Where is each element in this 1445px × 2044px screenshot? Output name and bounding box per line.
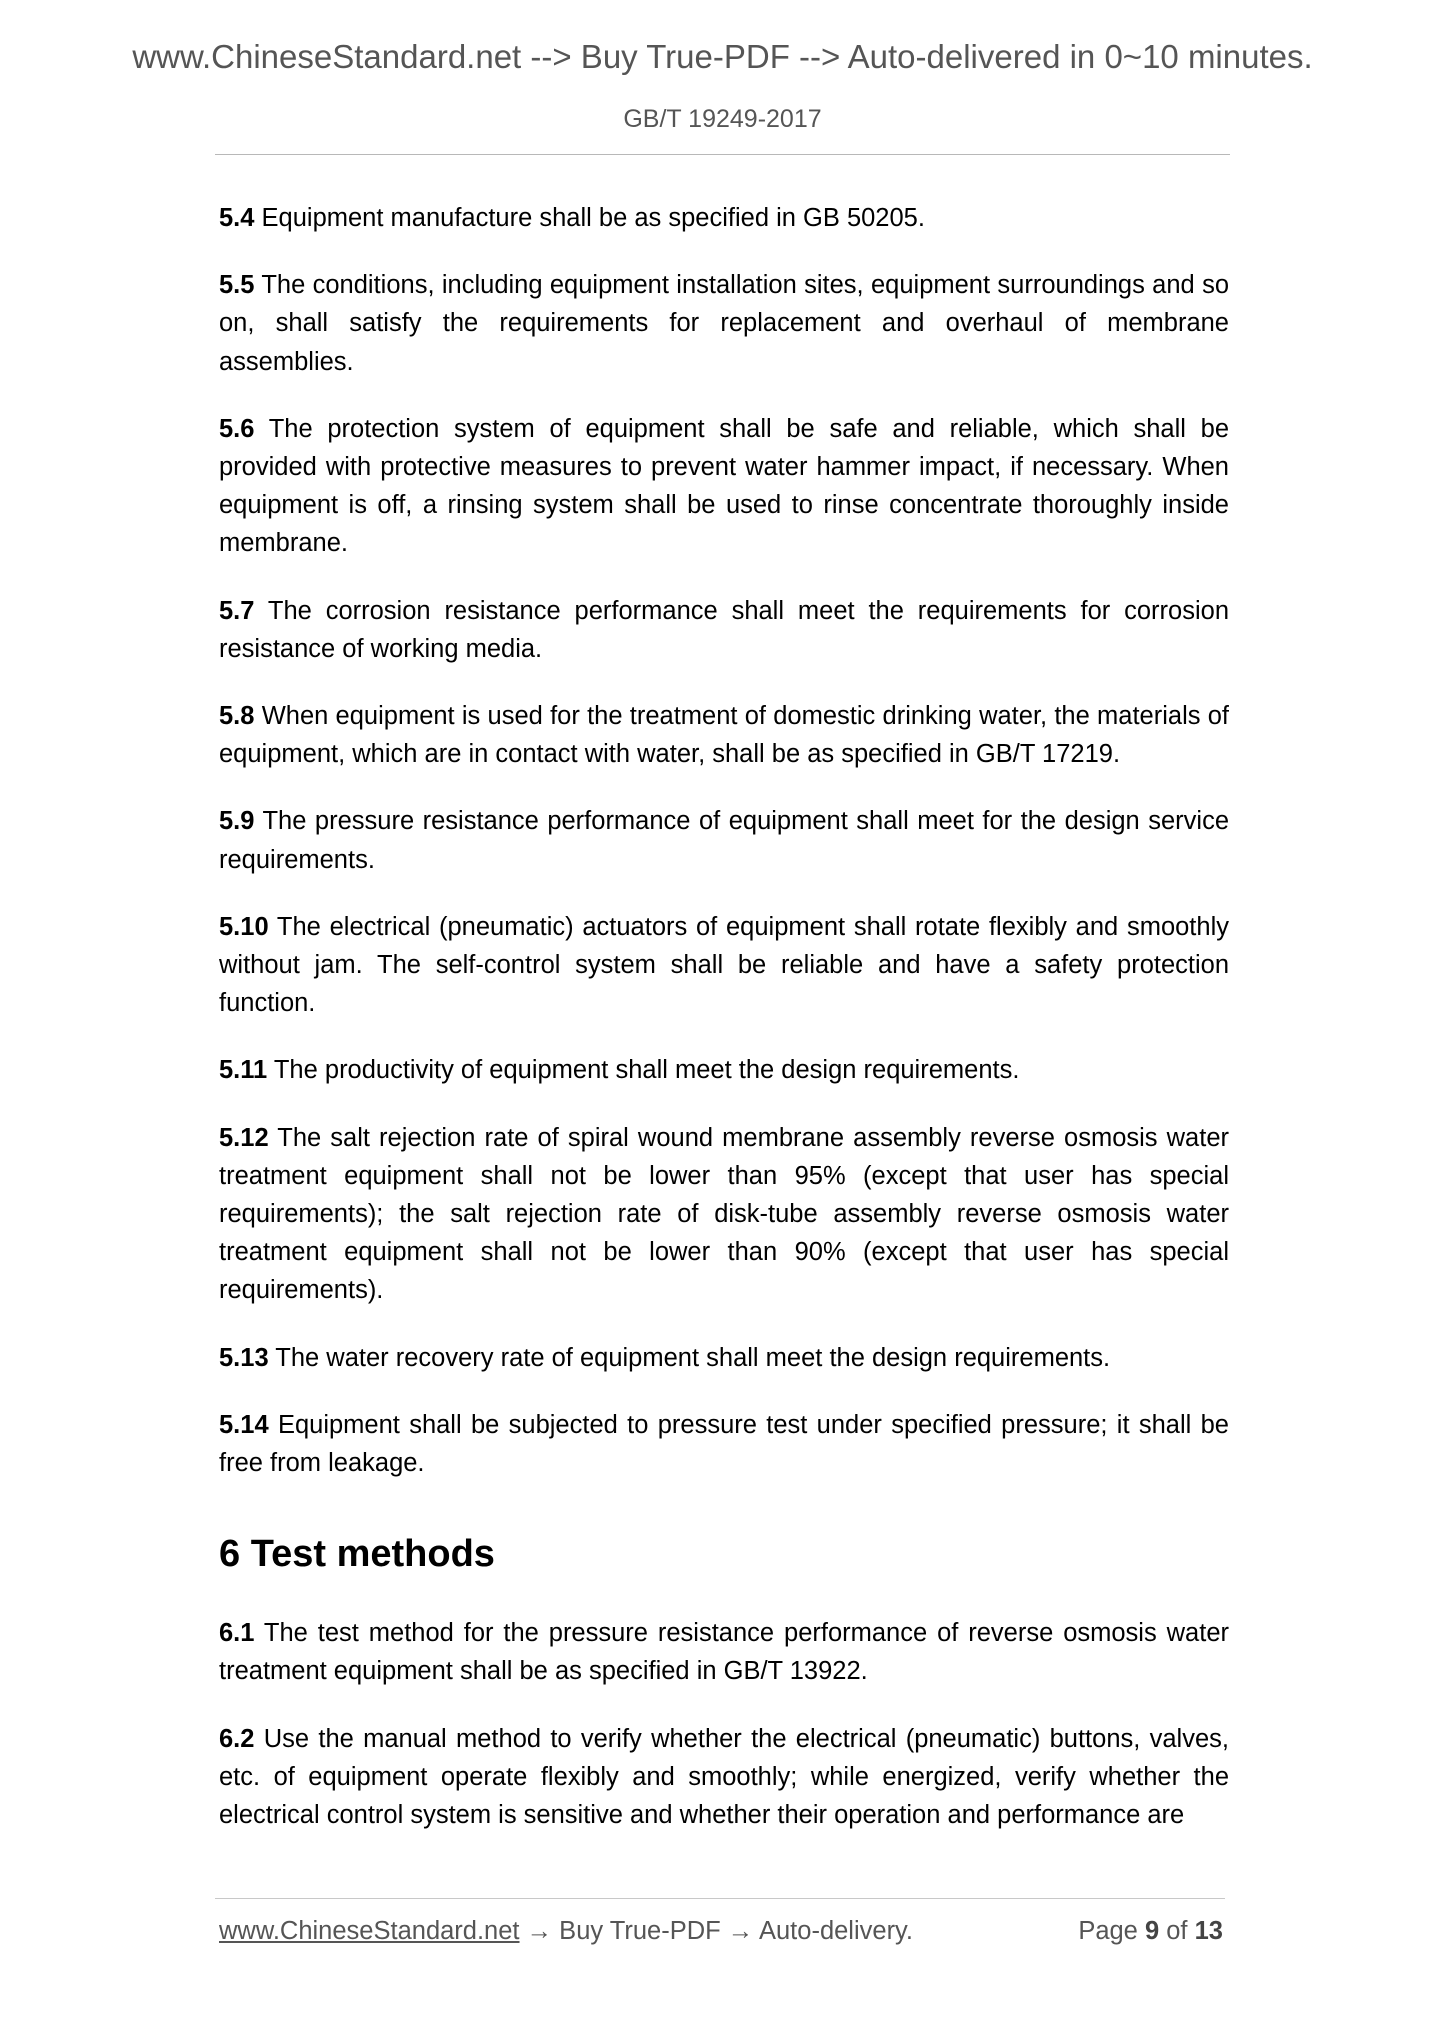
clause-paragraph	[219, 592, 1229, 668]
clause-paragraph	[219, 410, 1229, 563]
clause-paragraph	[219, 266, 1229, 381]
clause-number: 5.7	[219, 596, 255, 625]
of-label: of	[1166, 1917, 1188, 1945]
clause-list-section-6	[219, 1614, 1229, 1834]
document-id: GB/T 19249-2017	[623, 105, 822, 133]
page-label: Page	[1078, 1917, 1138, 1945]
clause-text: The conditions, including equipment installation sites, equipment surroundings and so on, shall satisfy the requirements for replacement and overhaul of membrane assemblies.	[219, 271, 1229, 376]
clause-paragraph	[219, 697, 1229, 773]
clause-paragraph	[219, 1119, 1229, 1310]
site-link[interactable]: www.ChineseStandard.net	[219, 1917, 520, 1945]
page-footer	[219, 1917, 1223, 1946]
clause-paragraph	[219, 802, 1229, 878]
clause-text: The pressure resistance performance of equipment shall meet for the design service requirements.	[219, 807, 1229, 874]
clause-text: The productivity of equipment shall meet the design requirements.	[267, 1056, 1020, 1085]
clause-number: 5.6	[219, 414, 255, 443]
clause-paragraph	[219, 1614, 1229, 1690]
clause-text: Use the manual method to verify whether the electrical (pneumatic) buttons, valves, etc. of equipment operate flexibly and smoothly; while energized, verify whether the electrical control system is sensitive and whether their operation and performance are	[219, 1724, 1229, 1830]
clause-text: The electrical (pneumatic) actuators of equipment shall rotate flexibly and smoothly without jam. The self-control system shall be reliable and have a safety protection function.	[219, 912, 1229, 1018]
clause-number: 5.10	[219, 912, 269, 941]
clause-paragraph	[219, 1339, 1229, 1377]
clause-number: 5.4	[219, 204, 255, 232]
clause-number: 5.14	[219, 1410, 269, 1439]
clause-number: 6.1	[219, 1619, 255, 1648]
clause-number: 5.13	[219, 1343, 269, 1372]
clause-text: The protection system of equipment shall be safe and reliable, which shall be provided with protective measures to prevent water hammer impact, if necessary. When equipment is off, a rinsing system shall be used to rinse concentrate thoroughly inside membrane.	[219, 414, 1229, 558]
clause-paragraph	[219, 1406, 1229, 1482]
clause-text: Equipment manufacture shall be as specified in GB 50205.	[254, 204, 925, 232]
footer-divider	[215, 1898, 1225, 1899]
clause-number: 5.5	[219, 271, 255, 300]
footer-tagline: → Buy True-PDF → Auto-delivery.	[519, 1917, 913, 1945]
page-indicator	[1078, 1917, 1223, 1946]
clause-text: The water recovery rate of equipment shall meet the design requirements.	[268, 1343, 1111, 1372]
clause-list-section-5	[219, 199, 1229, 1482]
site-banner: www.ChineseStandard.net --> Buy True-PDF --> Auto-delivered in 0~10 minutes.	[132, 38, 1313, 75]
clause-text: When equipment is used for the treatment of domestic drinking water, the materials of equipment, which are in contact with water, shall be as specified in GB/T 17219.	[219, 702, 1229, 769]
clause-text: The salt rejection rate of spiral wound membrane assembly reverse osmosis water treatment equipment shall not be lower than 95% (except that user has special requirements); the salt rejection rate of disk-tube assembly reverse osmosis water treatment equipment shall not be lower than 90% (except that user has special requirements).	[219, 1123, 1229, 1305]
section-heading: 6 Test methods	[219, 1533, 495, 1576]
clause-number: 5.12	[219, 1123, 269, 1152]
clause-number: 6.2	[219, 1724, 255, 1753]
page-total: 13	[1194, 1917, 1223, 1945]
clause-paragraph	[219, 1720, 1229, 1835]
clause-number: 5.9	[219, 807, 255, 836]
page-number: 9	[1144, 1917, 1160, 1945]
clause-text: The corrosion resistance performance shall meet the requirements for corrosion resistance of working media.	[219, 596, 1229, 663]
clause-number: 5.11	[219, 1056, 268, 1085]
page-body	[219, 199, 1229, 1863]
clause-paragraph	[219, 908, 1229, 1023]
clause-number: 5.8	[219, 702, 255, 731]
clause-paragraph	[219, 199, 1229, 237]
clause-paragraph	[219, 1051, 1229, 1089]
clause-text: Equipment shall be subjected to pressure test under specified pressure; it shall be free from leakage.	[219, 1410, 1229, 1478]
clause-text: The test method for the pressure resistance performance of reverse osmosis water treatment equipment shall be as specified in GB/T 13922.	[219, 1619, 1229, 1686]
header-divider	[215, 154, 1230, 155]
